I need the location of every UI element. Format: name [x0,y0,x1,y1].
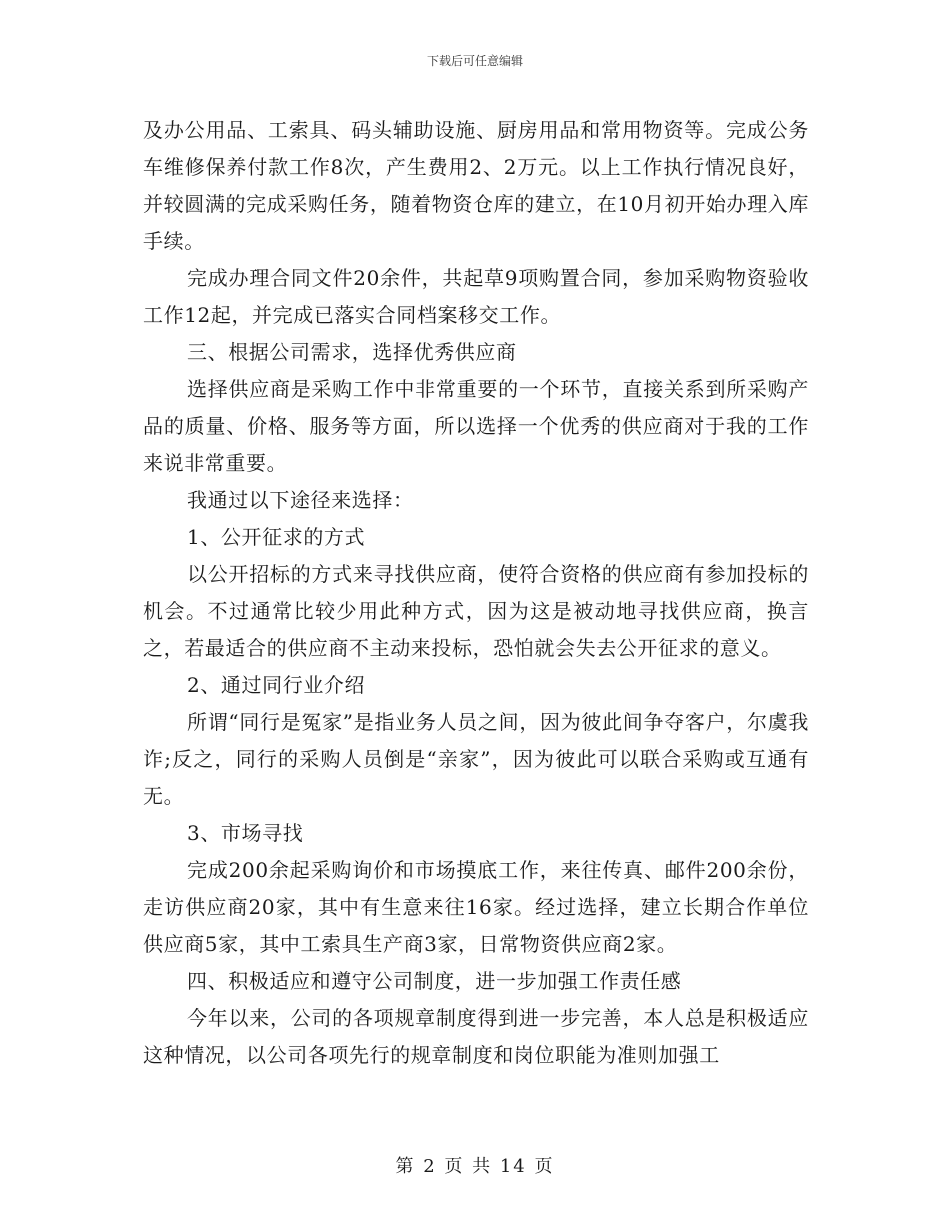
paragraph: 所谓“同行是冤家”是指业务人员之间，因为彼此间争夺客户，尔虞我诈;反之，同行的采购人员倒是“亲家”，因为彼此可以联合采购或互通有无。 [143,710,809,808]
document-body [143,112,809,1074]
list-item-heading: 1、公开征求的方式 [187,525,366,549]
paragraph: 完成办理合同文件20余件，共起草9项购置合同，参加采购物资验收工作12起，并完成已落实合同档案移交工作。 [143,266,809,327]
paragraph: 我通过以下途径来选择： [187,488,414,512]
page-footer: 第 2 页 共 14 页 [395,1156,555,1177]
section-heading: 四、积极适应和遵守公司制度，进一步加强工作责任感 [187,969,682,993]
section-heading: 三、根据公司需求，选择优秀供应商 [187,340,517,364]
page-header: 下载后可任意编辑 [426,54,523,68]
paragraph: 以公开招标的方式来寻找供应商，使符合资格的供应商有参加投标的机会。不过通常比较少用此种方式，因为这是被动地寻找供应商，换言之，若最适合的供应商不主动来投标，恐怕就会失去公开征求的意义。 [143,562,809,660]
paragraph: 及办公用品、工索具、码头辅助设施、厨房用品和常用物资等。完成公务车维修保养付款工作8次，产生费用2、2万元。以上工作执行情况良好，并较圆满的完成采购任务，随着物资仓库的建立，在10月初开始办理入库手续。 [143,118,809,253]
list-item-heading: 3、市场寻找 [187,821,304,845]
paragraph: 选择供应商是采购工作中非常重要的一个环节，直接关系到所采购产品的质量、价格、服务等方面，所以选择一个优秀的供应商对于我的工作来说非常重要。 [143,377,809,475]
list-item-heading: 2、通过同行业介绍 [187,673,366,697]
paragraph: 今年以来，公司的各项规章制度得到进一步完善，本人总是积极适应这种情况，以公司各项先行的规章制度和岗位职能为准则加强工 [143,1006,809,1067]
paragraph: 完成200余起采购询价和市场摸底工作，来往传真、邮件200余份，走访供应商20家，其中有生意来往16家。经过选择，建立长期合作单位供应商5家，其中工索具生产商3家，日常物资供应商2家。 [143,858,809,956]
